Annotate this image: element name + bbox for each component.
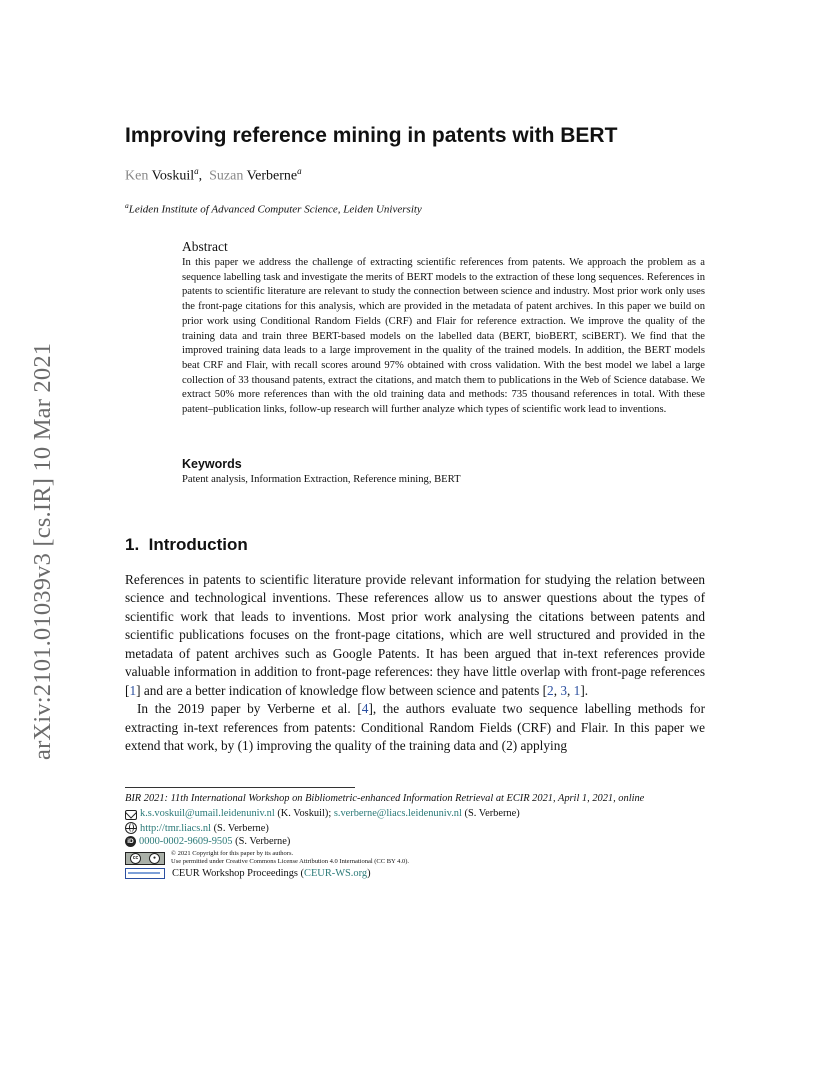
email-icon	[125, 810, 137, 820]
author-list	[125, 166, 302, 185]
author-first-name: Ken	[125, 168, 149, 184]
orcid-line	[125, 836, 290, 847]
paragraph-text: ], the authors evaluate two sequence labelling methods for extracting in-text references from patents: Conditional Random Fields (CRF) and Flair. In this paper we extend that work, by (1) improving the quality of the training data and (2) applying	[125, 701, 705, 754]
paragraph-text: References in patents to scientific literature provide relevant information for studying the relation between science and technological inventions. These references allow us to answer questions about the types of scientific work that leads to inventions. Most prior work analysing the citations between patents and scientific publications focuses on the front-page citations, which are well structured and provided in the metadata of patent archives such as Google Patents. It has been argued that in-text references provide valuable information in addition to front-page references: they have little overlap with front-page references [	[125, 572, 705, 698]
introduction-body	[125, 571, 705, 756]
abstract-heading: Abstract	[182, 239, 228, 254]
section-heading	[125, 535, 248, 555]
keywords-text: Patent analysis, Information Extraction, Reference mining, BERT	[182, 474, 461, 485]
ceur-line	[125, 868, 371, 879]
paper-title: Improving reference mining in patents with BERT	[125, 124, 618, 147]
paragraph-text: ].	[580, 682, 589, 698]
affiliation-mark: a	[125, 201, 129, 210]
conference-note: BIR 2021: 11th International Workshop on Bibliometric-enhanced Information Retrieval at ECIR 2021, April 1, 2021, online	[125, 793, 645, 804]
paragraph-text: ] and are a better indication of knowledge flow between science and patents [	[136, 682, 548, 698]
affiliation-mark: a	[297, 166, 302, 176]
url-line	[125, 822, 269, 834]
citation-link[interactable]: 2	[547, 682, 554, 698]
section-title: Introduction	[148, 535, 248, 554]
author-last-name: Verberne	[246, 168, 298, 184]
affiliation-mark: a	[194, 166, 199, 176]
email-link-verberne[interactable]: s.verberne@liacs.leidenuniv.nl	[333, 808, 462, 819]
paragraph	[125, 571, 705, 700]
citation-link[interactable]: 1	[129, 682, 137, 698]
homepage-link[interactable]: http://tmr.liacs.nl	[140, 822, 211, 834]
orcid-owner: (S. Verberne)	[232, 836, 291, 847]
abstract-text: In this paper we address the challenge of extracting scientific references from patents. We approach the problem as a sequence labelling task and investigate the merits of BERT models to the extraction of these long sequences. References in patents to scientific literature are relevant to study the connection between science and industry. Most prior work only uses the front-page citations for this analysis, which are provided in the metadata of patent archives. In this paper we build on prior work using Conditional Random Fields (CRF) and Flair for reference extraction. We improve the quality of the training data and train three BERT-based models on the labelled data (BERT, bioBERT, sciBERT). We find that the improved training data leads to a large improvement in the quality of the trained models. In addition, the BERT models beat CRF and Flair, with recall scores around 97% obtained with cross validation. With the best model we label a large collection of 33 thousand patents, extract the citations, and match them to publications in the Web of Science database. We extract 50% more references than with the old training data and methods: 735 thousand references in total. With these patent–publication links, follow-up research will further analyze which types of scientific work lead to inventions.	[182, 257, 705, 416]
affiliation-text: Leiden Institute of Advanced Computer Science, Leiden University	[128, 203, 422, 216]
affiliation	[125, 201, 422, 216]
author-separator: ,	[198, 168, 203, 184]
orcid-icon: iD	[125, 836, 136, 847]
email-owner: (K. Voskuil);	[274, 808, 334, 819]
license-terms: Use permitted under Creative Commons License Attribution 4.0 International (CC BY 4.0).	[171, 858, 410, 865]
citation-link[interactable]: 1	[573, 682, 581, 698]
email-line	[125, 808, 520, 819]
orcid-link[interactable]: 0000-0002-9609-9505	[139, 836, 233, 847]
keywords-heading: Keywords	[182, 457, 242, 471]
cc-icon: cc	[130, 853, 141, 864]
copyright-text: © 2021 Copyright for this paper by its authors.	[171, 850, 294, 857]
author-last-name: Voskuil	[151, 168, 195, 184]
url-owner: (S. Verberne)	[211, 822, 269, 834]
license-text	[171, 850, 409, 866]
footnote-rule	[125, 787, 355, 788]
cc-by-icon	[125, 852, 165, 865]
ceur-logo	[125, 868, 165, 879]
paragraph-text: In the 2019 paper by Verberne et al. [	[137, 701, 362, 717]
email-owner: (S. Verberne)	[461, 808, 520, 819]
ceur-link[interactable]: CEUR-WS.org	[304, 868, 368, 879]
citation-link[interactable]: 3	[560, 682, 567, 698]
arxiv-stamp: arXiv:2101.01039v3 [cs.IR] 10 Mar 2021	[29, 342, 56, 760]
globe-icon	[125, 822, 137, 834]
ceur-close: )	[367, 868, 371, 879]
license-line	[125, 850, 409, 866]
section-number: 1.	[125, 535, 140, 554]
citation-separator: ,	[553, 682, 561, 698]
citation-separator: ,	[567, 682, 574, 698]
citation-link[interactable]: 4	[361, 701, 369, 717]
email-link-voskuil[interactable]: k.s.voskuil@umail.leidenuniv.nl	[140, 808, 275, 819]
paragraph	[125, 700, 705, 755]
ceur-text: CEUR Workshop Proceedings (	[172, 868, 305, 879]
by-person-icon: ●	[149, 853, 160, 864]
author-first-name: Suzan	[209, 168, 244, 184]
